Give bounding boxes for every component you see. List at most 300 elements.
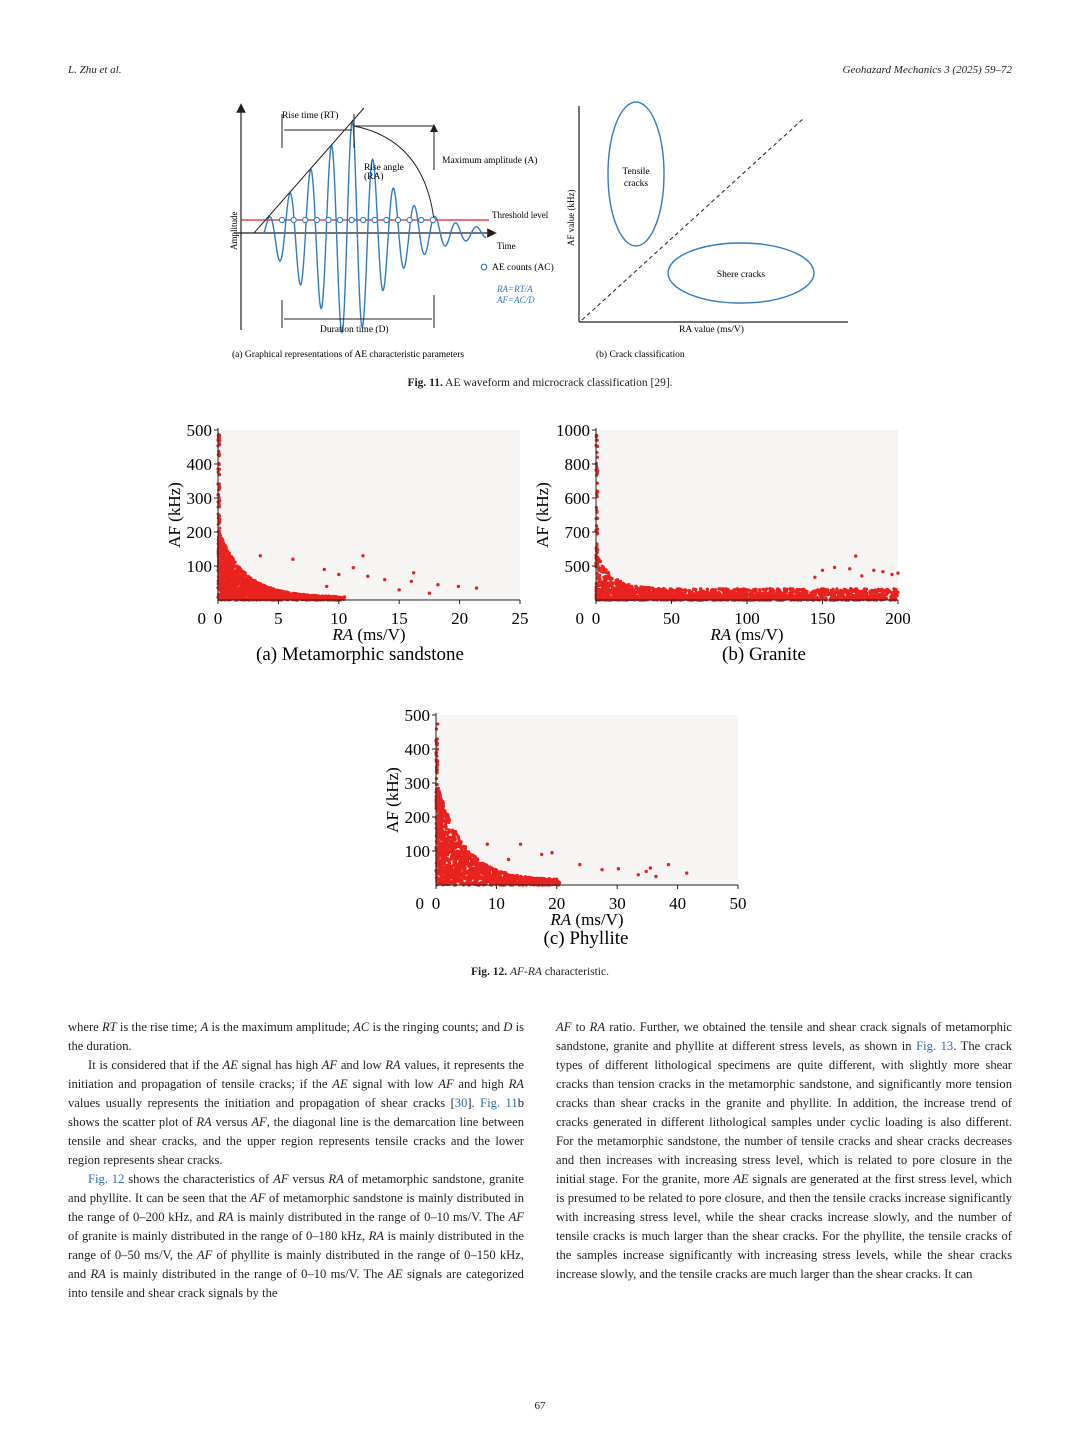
data-point — [812, 592, 815, 595]
data-point — [653, 592, 656, 595]
fig12-caption — [0, 966, 1080, 978]
chart-title: (c) Phyllite — [543, 928, 629, 949]
data-point — [222, 592, 225, 595]
x-tick-label: 10 — [487, 894, 505, 913]
italic-term: D — [503, 1020, 513, 1034]
data-point — [467, 857, 470, 860]
fig11b-shear-label: Shere cracks — [716, 270, 766, 280]
data-point — [455, 842, 458, 845]
data-point — [855, 596, 858, 599]
data-point — [255, 589, 258, 592]
data-point — [443, 811, 446, 814]
fig11-diagram — [224, 100, 856, 365]
y-axis-label: AF (kHz) — [533, 482, 552, 548]
data-point — [507, 858, 510, 861]
data-point — [617, 867, 620, 870]
data-point — [259, 554, 262, 557]
data-point — [254, 581, 257, 584]
data-point — [467, 851, 470, 854]
data-point — [642, 593, 645, 596]
data-point — [337, 573, 340, 576]
data-point — [595, 474, 598, 477]
data-point — [670, 594, 673, 597]
data-point — [764, 595, 767, 598]
data-point — [265, 592, 268, 595]
data-point — [627, 597, 630, 600]
data-point — [874, 591, 877, 594]
data-point — [637, 589, 640, 592]
data-point — [490, 875, 493, 878]
ae-count-marker — [291, 217, 296, 222]
data-point — [447, 828, 450, 831]
italic-term: RA — [368, 1229, 384, 1243]
fig11a-threshold-label: Threshold level — [492, 210, 549, 220]
y-tick-label: 500 — [564, 557, 590, 576]
data-point — [865, 588, 868, 591]
data-point — [860, 574, 863, 577]
data-point — [486, 843, 489, 846]
data-point — [547, 881, 550, 884]
paragraph: AF to RA ratio. Further, we obtained the tensile and shear crack signals of metamorphic sandstone, granite and phyllite at different stress levels, as shown in Fig. 13. The crack types of different lithological specimens are quite different, with slightly more shear cracks than tension cracks in the metamorphic sandstone, and significantly more tension cracks than shear cracks in the granite and phyllite. In addition, the increase trend of cracks generated in different lithological samples under cyclic loading is also different. For the metamorphic sandstone, the number of tensile cracks and shear cracks decreases and then increases with increasing stress level, which is related to pore closure in the initial stage. For the granite, more AE signals are generated at the first stress level, which is presumed to be related to pore closure, and then the tensile cracks increase significantly with increasing stress level, while the shear cracks increase slowly, and the number of tensile cracks is much larger than the shear cracks. For the phyllite, the tensile cracks of the samples increase significantly with increasing stress levels, while the shear cracks increase slowly, and the tensile cracks are much larger than the shear cracks. It can — [556, 1020, 1013, 1281]
data-point — [436, 583, 439, 586]
data-point — [232, 571, 235, 574]
data-point — [708, 592, 711, 595]
data-point — [472, 881, 475, 884]
italic-term: A — [200, 1020, 209, 1034]
data-point — [828, 591, 831, 594]
data-point — [758, 588, 761, 591]
data-point — [467, 871, 470, 874]
data-point — [615, 597, 618, 600]
data-point — [323, 568, 326, 571]
italic-term: RA — [90, 1267, 106, 1281]
data-point — [550, 879, 553, 882]
paragraph: Fig. 12 shows the characteristics of AF versus RA of metamorphic sandstone, granite and phyllite. It can be seen that the AF of metamorphic sandstone is mainly distributed in the range of 0–200 kHz, and RA is mainly distributed in the range of 0–10 ms/V. The AF of granite is mainly distributed in the range of 0–180 kHz, RA is mainly distributed in the range of 0–50 ms/V, the AF of phyllite is mainly distributed in the range of 0–150 kHz, and RA is mainly distributed in the range of 0–10 ms/V. The AE signals are categorized into tensile and shear crack signals by the — [68, 1172, 524, 1300]
data-point — [258, 587, 261, 590]
y-tick-label: 500 — [404, 706, 430, 725]
body-column-right — [556, 1018, 1012, 1284]
data-point — [440, 810, 443, 813]
y-tick-label: 700 — [564, 523, 590, 542]
italic-term: AF — [251, 1115, 267, 1129]
data-point — [257, 583, 260, 586]
data-point — [337, 596, 340, 599]
x-tick-label: 10 — [330, 609, 348, 628]
data-point — [459, 843, 462, 846]
plot-area — [218, 430, 520, 600]
data-point — [223, 585, 226, 588]
data-point — [682, 592, 685, 595]
data-point — [500, 871, 503, 874]
fig11a-amplitude-label: Amplitude — [229, 211, 239, 250]
data-point — [249, 578, 252, 581]
data-point — [736, 595, 739, 598]
y-tick-label: 400 — [186, 455, 212, 474]
y-tick-label: 1000 — [556, 421, 590, 440]
fig12-caption-text: characteristic. — [544, 966, 609, 978]
fig11b-x-label: RA value (ms/V) — [679, 325, 744, 335]
data-point — [447, 870, 450, 873]
data-point — [238, 574, 241, 577]
fig11b-tensile-label-1: Tensile — [622, 167, 650, 177]
data-point — [667, 863, 670, 866]
data-point — [888, 590, 891, 593]
data-point — [628, 590, 631, 593]
data-point — [428, 592, 431, 595]
data-point — [230, 583, 233, 586]
data-point — [732, 594, 735, 597]
data-point — [259, 593, 262, 596]
data-point — [649, 866, 652, 869]
x-axis-label: RA (ms/V) — [332, 625, 406, 644]
data-point — [619, 582, 622, 585]
data-point — [461, 881, 464, 884]
ae-count-marker — [337, 217, 342, 222]
data-point — [243, 590, 246, 593]
data-point — [833, 566, 836, 569]
fig11b-y-label: AF value (kHz) — [566, 189, 576, 246]
ae-count-marker — [419, 217, 424, 222]
data-point — [467, 862, 470, 865]
data-point — [604, 570, 607, 573]
data-point — [438, 821, 441, 824]
data-point — [247, 592, 250, 595]
data-point — [447, 850, 450, 853]
data-point — [461, 861, 464, 864]
data-point — [623, 585, 626, 588]
data-point — [890, 573, 893, 576]
data-point — [663, 591, 666, 594]
data-point — [604, 588, 607, 591]
data-point — [745, 588, 748, 591]
data-point — [241, 582, 244, 585]
data-point — [443, 860, 446, 863]
data-point — [466, 879, 469, 882]
data-point — [848, 567, 851, 570]
data-point — [820, 589, 823, 592]
data-point — [218, 527, 221, 530]
data-point — [599, 567, 602, 570]
y-tick-label: 600 — [564, 489, 590, 508]
data-point — [459, 857, 462, 860]
x-tick-label: 200 — [885, 609, 911, 628]
data-point — [632, 597, 635, 600]
data-point — [578, 863, 581, 866]
data-point — [453, 875, 456, 878]
data-point — [441, 800, 444, 803]
data-point — [436, 872, 439, 875]
data-point — [452, 880, 455, 883]
data-point — [412, 571, 415, 574]
data-point — [483, 869, 486, 872]
data-point — [227, 561, 230, 564]
data-point — [451, 839, 454, 842]
data-point — [896, 571, 899, 574]
y-tick-label: 800 — [564, 455, 590, 474]
data-point — [464, 850, 467, 853]
data-point — [685, 871, 688, 874]
data-point — [595, 524, 598, 527]
data-point — [453, 860, 456, 863]
italic-term: AF — [273, 1172, 289, 1186]
data-point — [693, 592, 696, 595]
data-point — [645, 870, 648, 873]
cross-reference-link[interactable]: Fig. 12 — [88, 1172, 125, 1186]
ae-count-marker — [395, 217, 400, 222]
data-point — [476, 869, 479, 872]
data-point — [654, 875, 657, 878]
data-point — [602, 579, 605, 582]
data-point — [714, 588, 717, 591]
data-point — [683, 588, 686, 591]
data-point — [859, 590, 862, 593]
data-point — [861, 593, 864, 596]
data-point — [462, 871, 465, 874]
data-point — [452, 864, 455, 867]
data-point — [462, 845, 465, 848]
data-point — [865, 596, 868, 599]
data-point — [612, 591, 615, 594]
data-point — [234, 591, 237, 594]
fig11a-rise-time-label: Rise time (RT) — [282, 111, 339, 121]
data-point — [475, 857, 478, 860]
data-point — [254, 586, 257, 589]
data-point — [694, 588, 697, 591]
data-point — [224, 547, 227, 550]
data-point — [439, 878, 442, 881]
data-point — [550, 851, 553, 854]
italic-term: AF — [321, 1058, 338, 1072]
data-point — [873, 594, 876, 597]
data-point — [455, 866, 458, 869]
data-point — [768, 587, 771, 590]
y-axis-label: AF (kHz) — [165, 482, 184, 548]
data-point — [699, 596, 702, 599]
chart-phyllite — [378, 698, 758, 953]
data-point — [600, 589, 603, 592]
data-point — [612, 595, 615, 598]
data-point — [445, 840, 448, 843]
italic-term: AC — [353, 1020, 370, 1034]
fig11a-rise-angle-abbr: (RA) — [364, 172, 384, 182]
data-point — [540, 853, 543, 856]
data-point — [448, 873, 451, 876]
cross-reference-link[interactable]: Fig. 13 — [916, 1039, 954, 1053]
data-point — [847, 590, 850, 593]
data-point — [398, 588, 401, 591]
data-point — [782, 594, 785, 597]
italic-term: RA — [385, 1058, 401, 1072]
data-point — [462, 865, 465, 868]
data-point — [217, 493, 220, 496]
data-point — [482, 872, 485, 875]
data-point — [602, 592, 605, 595]
data-point — [253, 594, 256, 597]
data-point — [291, 558, 294, 561]
data-point — [631, 588, 634, 591]
plot-area — [436, 715, 738, 885]
fig11a-max-amp-label: Maximum amplitude (A) — [442, 156, 538, 166]
data-point — [324, 595, 327, 598]
x-tick-label: 50 — [729, 894, 747, 913]
cross-reference-link[interactable]: Fig. 11 — [480, 1096, 518, 1110]
data-point — [230, 566, 233, 569]
data-point — [238, 577, 241, 580]
data-point — [711, 588, 714, 591]
data-point — [438, 801, 441, 804]
data-point — [459, 851, 462, 854]
data-point — [616, 583, 619, 586]
data-point — [833, 593, 836, 596]
data-point — [877, 588, 880, 591]
data-point — [491, 868, 494, 871]
data-point — [446, 833, 449, 836]
data-point — [637, 873, 640, 876]
data-point — [554, 881, 557, 884]
chart-metamorphic-sandstone — [160, 412, 540, 670]
ae-count-marker — [326, 217, 331, 222]
data-point — [315, 596, 318, 599]
data-point — [239, 586, 242, 589]
x-axis-label: RA (ms/V) — [710, 625, 784, 644]
data-point — [476, 872, 479, 875]
data-point — [755, 591, 758, 594]
data-point — [352, 566, 355, 569]
x-axis-label: RA (ms/V) — [550, 910, 624, 929]
data-point — [813, 576, 816, 579]
x-tick-label: 20 — [548, 894, 566, 913]
ae-count-marker — [372, 217, 377, 222]
data-point — [498, 876, 501, 879]
data-point — [527, 880, 530, 883]
data-point — [763, 589, 766, 592]
data-point — [809, 594, 812, 597]
data-point — [310, 596, 313, 599]
data-point — [519, 881, 522, 884]
italic-term: AF — [508, 1210, 524, 1224]
data-point — [538, 877, 541, 880]
data-point — [854, 554, 857, 557]
page-number: 67 — [534, 1400, 546, 1412]
data-point — [769, 593, 772, 596]
fig11-caption-text: AE waveform and microcrack classification [29]. — [445, 377, 673, 389]
italic-term: RA — [508, 1077, 524, 1091]
data-point — [496, 872, 499, 875]
y-tick-label: 200 — [186, 523, 212, 542]
y-tick-label: 400 — [404, 740, 430, 759]
data-point — [792, 590, 795, 593]
data-point — [458, 840, 461, 843]
data-point — [436, 787, 439, 790]
data-point — [228, 552, 231, 555]
data-point — [849, 587, 852, 590]
data-point — [436, 722, 439, 725]
data-point — [438, 814, 441, 817]
data-point — [435, 791, 438, 794]
running-header-authors: L. Zhu et al. — [68, 64, 122, 76]
data-point — [726, 596, 729, 599]
data-point — [223, 554, 226, 557]
data-point — [855, 589, 858, 592]
data-point — [262, 598, 265, 601]
data-point — [275, 593, 278, 596]
data-point — [821, 569, 824, 572]
y-tick-label: 500 — [186, 421, 212, 440]
data-point — [300, 594, 303, 597]
data-point — [595, 549, 598, 552]
data-point — [446, 865, 449, 868]
data-point — [778, 596, 781, 599]
data-point — [284, 593, 287, 596]
italic-term: AF — [556, 1020, 572, 1034]
data-point — [673, 589, 676, 592]
italic-term: RA — [218, 1210, 234, 1224]
y-tick-label: 200 — [404, 808, 430, 827]
data-point — [677, 590, 680, 593]
data-point — [279, 592, 282, 595]
data-point — [246, 575, 249, 578]
italic-term: AF — [250, 1191, 266, 1205]
data-point — [361, 554, 364, 557]
y-axis-label: AF (kHz) — [383, 767, 402, 833]
chart-granite — [528, 412, 928, 670]
data-point — [440, 850, 443, 853]
data-point — [261, 586, 264, 589]
x-tick-label: 0 — [431, 894, 441, 913]
fig11a-waveform — [264, 122, 486, 333]
data-point — [448, 862, 451, 865]
data-point — [242, 574, 245, 577]
data-point — [620, 592, 623, 595]
data-point — [461, 876, 464, 879]
data-point — [343, 595, 346, 598]
data-point — [477, 875, 480, 878]
fig11b-caption: (b) Crack classification — [596, 350, 685, 360]
data-point — [606, 581, 609, 584]
data-point — [669, 590, 672, 593]
data-point — [225, 558, 228, 561]
data-point — [222, 543, 225, 546]
data-point — [410, 580, 413, 583]
x-tick-label: 20 — [451, 609, 469, 628]
data-point — [716, 596, 719, 599]
x-tick-label: 150 — [809, 609, 836, 628]
data-point — [881, 570, 884, 573]
fig11a-time-label: Time — [497, 241, 516, 251]
data-point — [750, 590, 753, 593]
x-tick-label: 5 — [274, 609, 283, 628]
data-point — [882, 589, 885, 592]
chart-title: (a) Metamorphic sandstone — [256, 644, 464, 665]
data-point — [778, 593, 781, 596]
italic-term: AF — [196, 1248, 213, 1262]
data-point — [600, 570, 603, 573]
ae-count-marker — [407, 217, 412, 222]
ae-count-marker — [349, 217, 354, 222]
fig11-caption — [0, 377, 1080, 389]
italic-term: AE — [387, 1267, 403, 1281]
cross-reference-link[interactable]: 30 — [454, 1096, 468, 1110]
data-point — [814, 589, 817, 592]
data-point — [235, 565, 238, 568]
figure-11 — [224, 100, 856, 365]
data-point — [451, 853, 454, 856]
y-tick-label: 300 — [404, 774, 430, 793]
data-point — [447, 880, 450, 883]
data-point — [243, 595, 246, 598]
data-point — [481, 862, 484, 865]
data-point — [509, 874, 512, 877]
